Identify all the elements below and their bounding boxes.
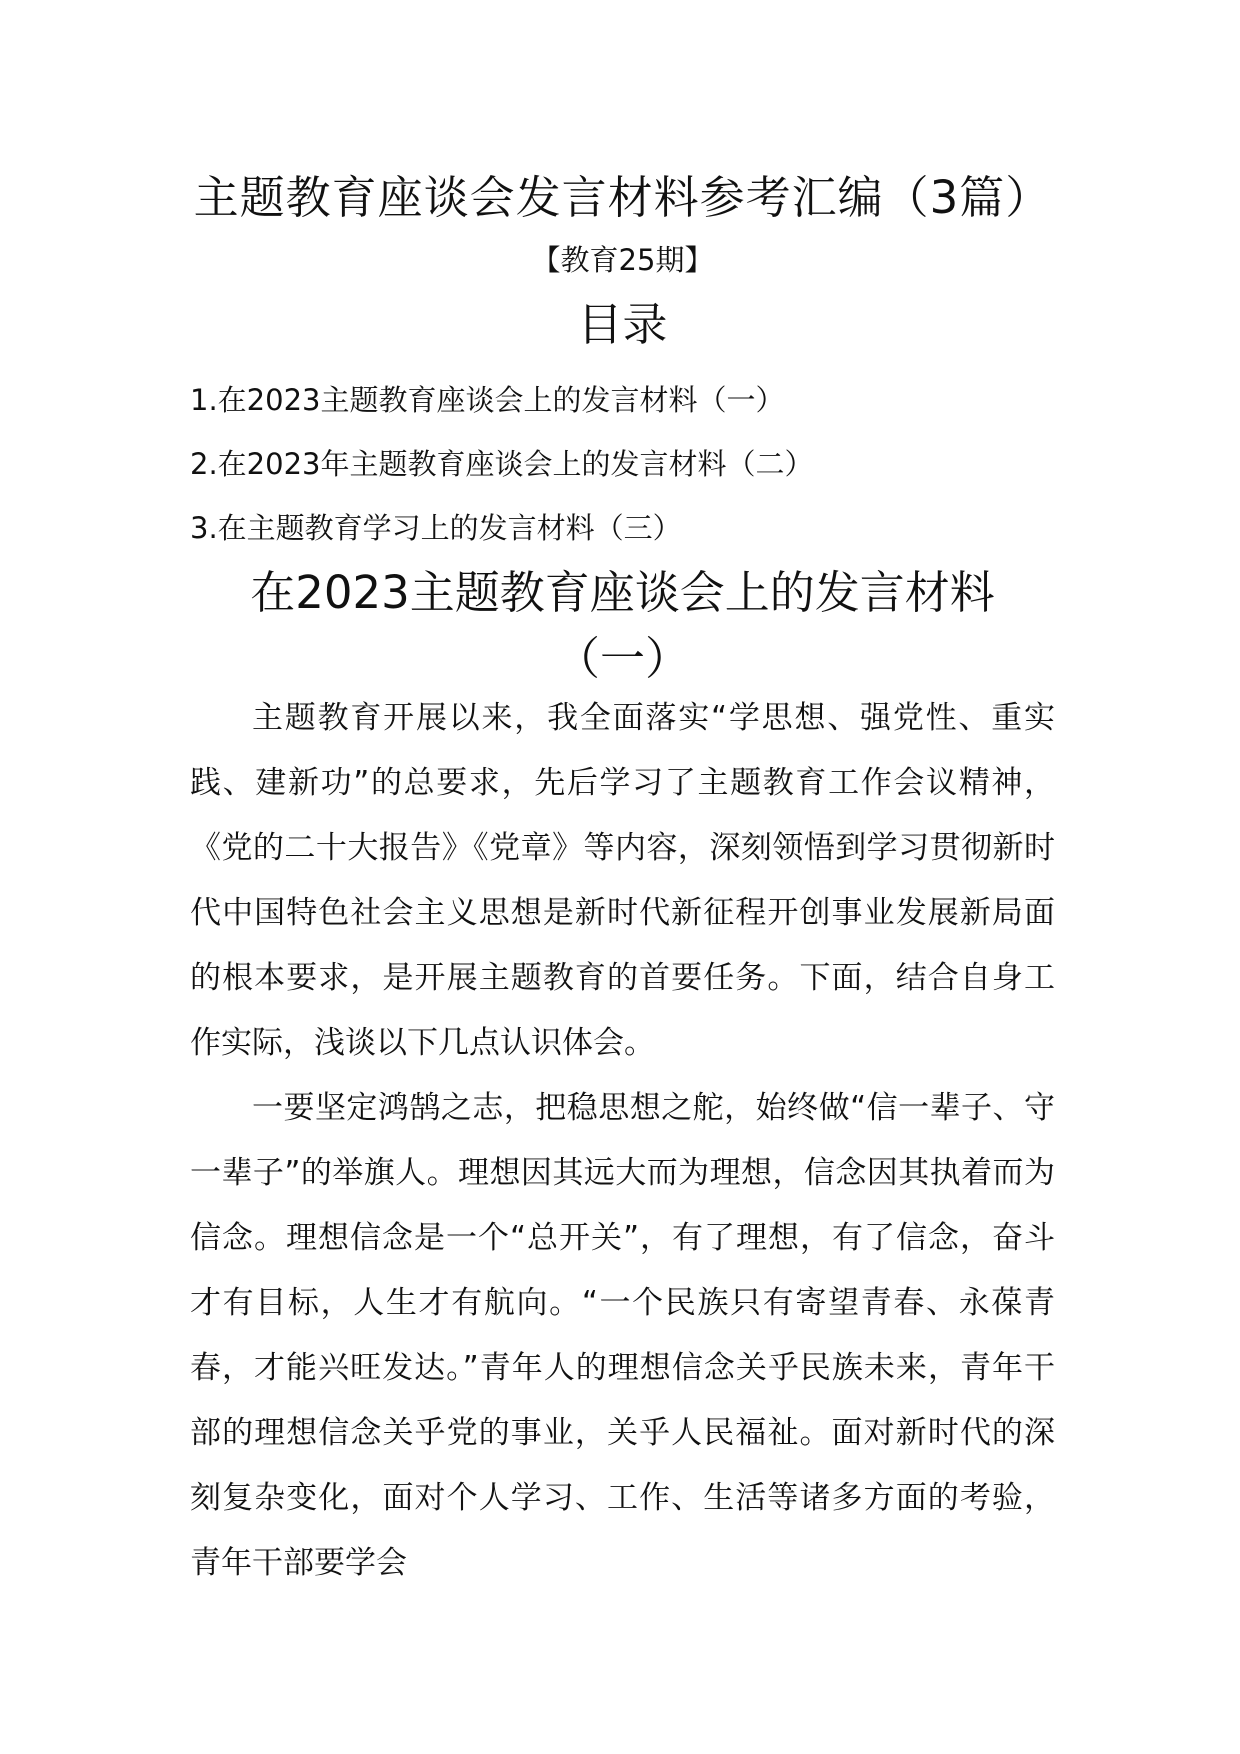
body-paragraph-1: 主题教育开展以来，我全面落实“学思想、强党性、重实践、建新功”的总要求，先后学习了主题教育工作会议精神，《党的二十大报告》《党章》等内容，深刻领悟到学习贯彻新时代中国特色社会主义思想是新时代新征程开创事业发展新局面的根本要求，是开展主题教育的首要任务。下面，结合自身工作实际，浅谈以下几点认识体会。 bbox=[190, 700, 1055, 1061]
section-title bbox=[190, 560, 1055, 692]
body-paragraph-2: 一要坚定鸿鹄之志，把稳思想之舵，始终做“信一辈子、守一辈子”的举旗人。理想因其远大而为理想，信念因其执着而为信念。理想信念是一个“总开关”，有了理想，有了信念，奋斗才有目标，人生才有航向。“一个民族只有寄望青春、永葆青春，才能兴旺发达。”青年人的理想信念关乎民族未来，青年干部的理想信念关乎党的事业，关乎人民福祉。面对新时代的深刻复杂变化，面对个人学习、工作、生活等诸多方面的考验，青年干部要学会 bbox=[190, 1090, 1055, 1581]
toc-item-1[interactable]: 1.在2023主题教育座谈会上的发言材料（一） bbox=[190, 383, 785, 417]
table-of-contents bbox=[190, 368, 1055, 560]
section-title-main: 在2023主题教育座谈会上的发言材料 bbox=[250, 566, 995, 619]
issue-subtitle: 【教育25期】 bbox=[531, 243, 714, 277]
toc-item-3[interactable]: 3.在主题教育学习上的发言材料（三） bbox=[190, 511, 682, 545]
page-content bbox=[190, 0, 1055, 1754]
section-title-number: （一） bbox=[554, 632, 690, 685]
document-title: 主题教育座谈会发言材料参考汇编（3篇） bbox=[193, 171, 1052, 224]
section-body bbox=[190, 686, 1055, 1596]
toc-heading: 目录 bbox=[577, 298, 668, 351]
toc-item-2[interactable]: 2.在2023年主题教育座谈会上的发言材料（二） bbox=[190, 447, 814, 481]
